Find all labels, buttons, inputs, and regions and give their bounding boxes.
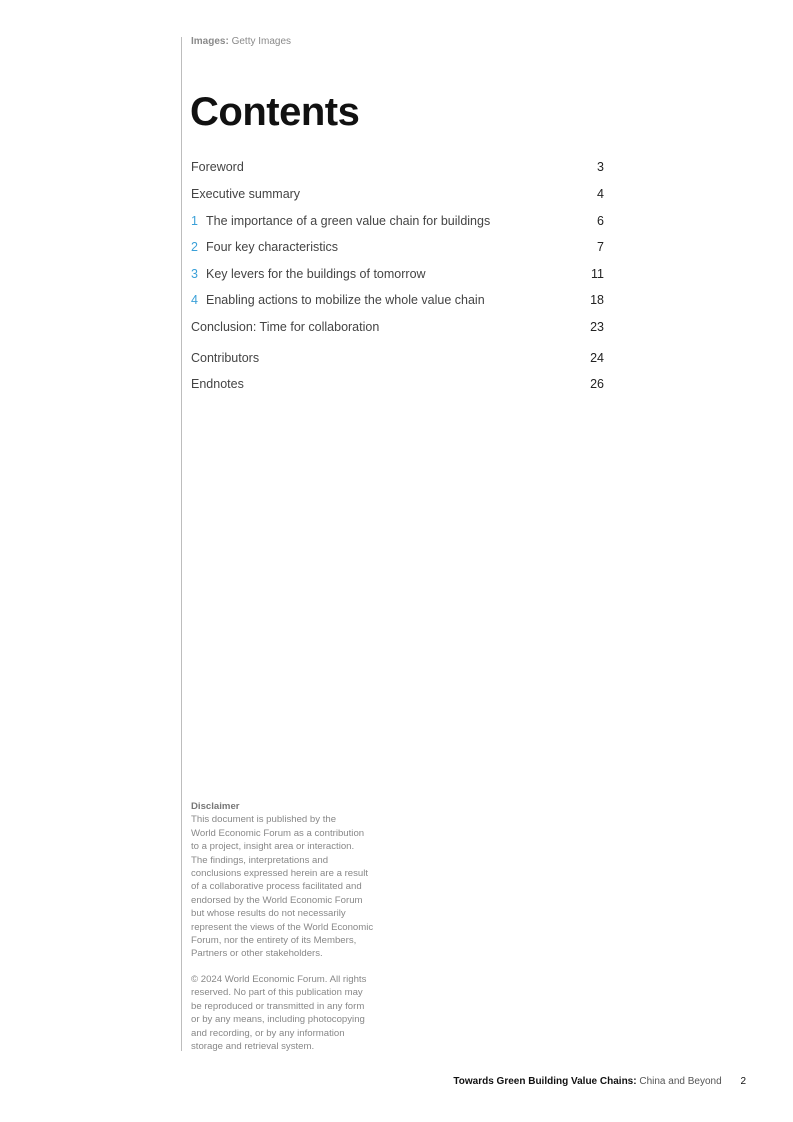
disclaimer-line: represent the views of the World Economic xyxy=(191,921,374,933)
toc-entry-page: 7 xyxy=(597,240,604,254)
copyright-line: reserved. No part of this publication may xyxy=(191,987,363,999)
disclaimer-line: of a collaborative process facilitated and xyxy=(191,881,362,893)
toc-entry-label: Foreword xyxy=(191,160,244,174)
toc-entry-label: The importance of a green value chain for buildings xyxy=(206,214,491,228)
toc-entry-page: 3 xyxy=(597,160,604,174)
toc-entry-page: 23 xyxy=(590,320,604,334)
disclaimer-line: This document is published by the xyxy=(191,814,337,826)
disclaimer-line: Partners or other stakeholders. xyxy=(191,948,323,960)
image-credit-value: Getty Images xyxy=(231,36,292,47)
disclaimer-line: to a project, insight area or interaction. xyxy=(191,841,355,853)
toc-entry-label: Executive summary xyxy=(191,187,301,201)
disclaimer-line: endorsed by the World Economic Forum xyxy=(191,894,363,906)
copyright-line: and recording, or by any information xyxy=(191,1027,345,1039)
toc-entry-page: 11 xyxy=(591,267,604,281)
footer-report-title: Towards Green Building Value Chains: xyxy=(453,1076,637,1087)
toc-entry-label: Endnotes xyxy=(191,377,244,391)
disclaimer-line: but whose results do not necessarily xyxy=(191,908,346,920)
copyright-line: © 2024 World Economic Forum. All rights xyxy=(191,973,367,985)
toc-entry-page: 26 xyxy=(590,377,604,391)
footer-page-number: 2 xyxy=(740,1076,746,1087)
toc-entry-label: Enabling actions to mobilize the whole value chain xyxy=(206,293,485,307)
toc-entry-number: 1 xyxy=(191,214,198,228)
toc-entry-endnotes[interactable] xyxy=(191,374,604,394)
toc-entry-page: 18 xyxy=(590,293,604,307)
copyright-line: storage and retrieval system. xyxy=(191,1040,315,1052)
image-credit xyxy=(191,36,291,47)
toc-entry-label: Four key characteristics xyxy=(206,240,338,254)
toc-entry-number: 4 xyxy=(191,293,198,307)
toc-entry-chapter-1[interactable] xyxy=(191,211,604,231)
disclaimer-line: World Economic Forum as a contribution xyxy=(191,827,365,839)
toc-entry-label: Contributors xyxy=(191,351,260,365)
toc-entry-chapter-4[interactable] xyxy=(191,290,604,310)
copyright-paragraph xyxy=(191,973,391,1053)
vertical-rule xyxy=(181,37,182,1051)
toc-entry-page: 6 xyxy=(597,214,604,228)
toc-entry-chapter-2[interactable] xyxy=(191,237,604,257)
disclaimer-line: conclusions expressed herein are a result xyxy=(191,868,369,880)
disclaimer-title: Disclaimer xyxy=(191,801,240,812)
toc-entry-executive-summary[interactable] xyxy=(191,184,604,204)
disclaimer-paragraph xyxy=(191,813,391,960)
toc-entry-page: 24 xyxy=(590,351,604,365)
footer-report-subtitle: China and Beyond xyxy=(639,1076,722,1087)
toc-entry-label: Conclusion: Time for collaboration xyxy=(191,320,380,334)
toc-entry-number: 3 xyxy=(191,267,198,281)
toc-entry-conclusion[interactable] xyxy=(191,317,604,337)
page-title: Contents xyxy=(190,90,360,134)
toc-entry-number: 2 xyxy=(191,240,198,254)
disclaimer xyxy=(191,800,391,1053)
toc-entry-label: Key levers for the buildings of tomorrow xyxy=(206,267,426,281)
toc-entry-foreword[interactable] xyxy=(191,157,604,177)
disclaimer-gap xyxy=(191,961,391,973)
toc-entry-contributors[interactable] xyxy=(191,348,604,368)
page-footer xyxy=(453,1076,746,1087)
copyright-line: be reproduced or transmitted in any form xyxy=(191,1000,365,1012)
toc-entry-page: 4 xyxy=(597,187,604,201)
disclaimer-line: The findings, interpretations and xyxy=(191,854,329,866)
copyright-line: or by any means, including photocopying xyxy=(191,1014,365,1026)
toc-entry-chapter-3[interactable] xyxy=(191,264,604,284)
image-credit-label: Images: xyxy=(191,36,229,47)
disclaimer-line: Forum, nor the entirety of its Members, xyxy=(191,935,357,947)
